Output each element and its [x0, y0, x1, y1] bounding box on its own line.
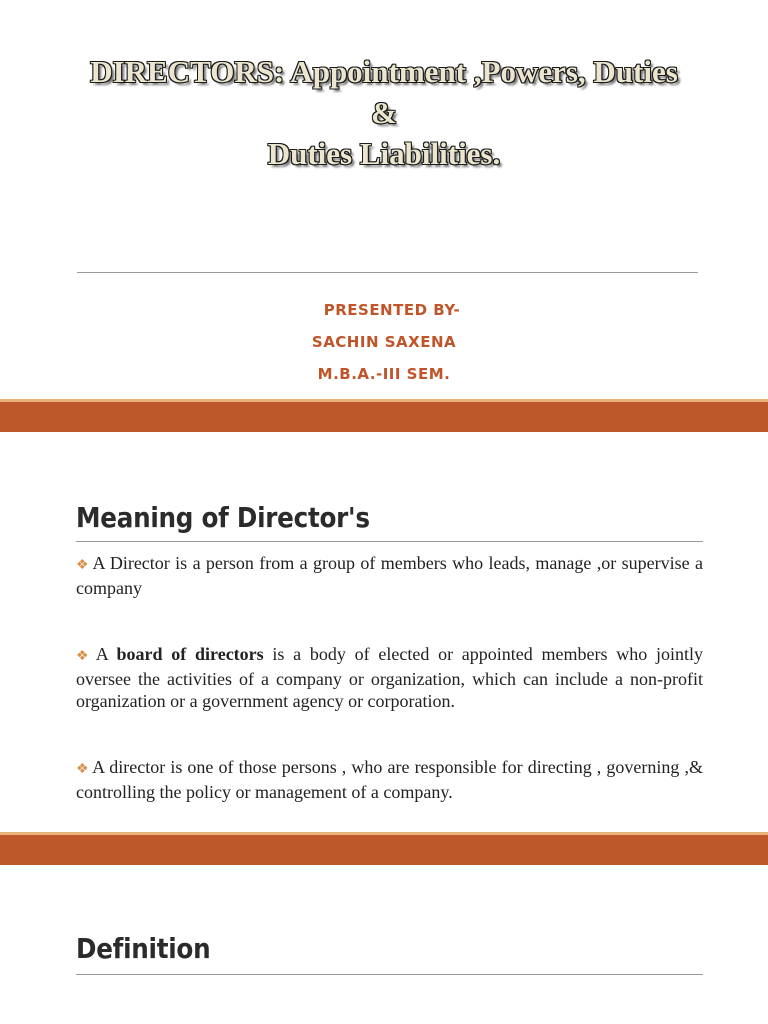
presenter-name: SACHIN SAXENA — [311, 333, 457, 351]
presenter-course: M.B.A.-III SEM. — [317, 365, 451, 383]
title-divider — [77, 272, 698, 273]
band-accent — [0, 835, 768, 865]
diamond-bullet-icon: ❖ — [76, 762, 90, 777]
diamond-bullet-icon: ❖ — [76, 558, 90, 573]
meaning-point-3 — [76, 756, 703, 803]
band-accent — [0, 402, 768, 432]
slide-title-line-1: DIRECTORS: Appointment ,Powers, Duties — [90, 54, 678, 89]
meaning-point-1 — [76, 552, 703, 599]
meaning-point-2-bold-term: board of directors — [116, 644, 264, 664]
definition-divider — [76, 974, 703, 975]
presented-by-label: PRESENTED BY- — [323, 301, 461, 319]
slide-separator-band — [0, 832, 768, 865]
definition-heading: Definition — [76, 932, 211, 965]
slide-title-line-3: Duties Liabilities. — [267, 136, 501, 171]
title-slide — [0, 0, 768, 402]
meaning-divider — [76, 541, 703, 542]
diamond-bullet-icon: ❖ — [76, 649, 93, 664]
slide-title-line-2: & — [371, 95, 397, 130]
meaning-point-2-lead: A — [95, 644, 117, 664]
meaning-point-1-text: A Director is a person from a group of members who leads, manage ,or supervise a company — [76, 553, 703, 598]
meaning-point-3-text: A director is one of those persons , who are responsible for directing , governing ,& controlling the policy or management of a company. — [76, 757, 703, 802]
meaning-point-2-text: is a body of elected or appointed members who jointly oversee the activities of a company or organization, which can include a non-profit organization or a government agency or corporation. — [76, 644, 703, 711]
meaning-heading: Meaning of Director's — [76, 501, 370, 534]
meaning-point-2 — [76, 643, 703, 712]
slide-separator-band — [0, 399, 768, 432]
